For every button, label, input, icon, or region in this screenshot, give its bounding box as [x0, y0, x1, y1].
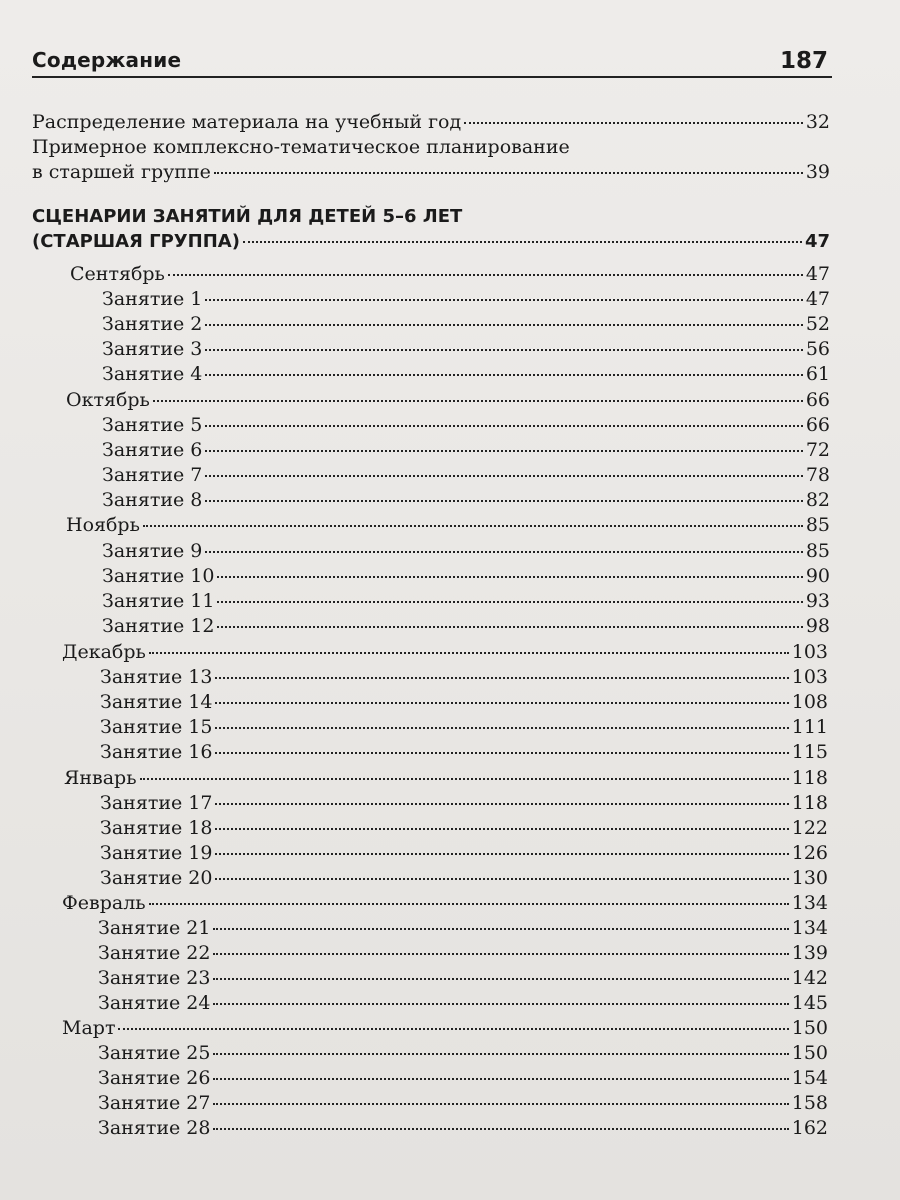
- dot-leader: [213, 1128, 788, 1130]
- lesson-title: Занятие 10: [102, 565, 215, 587]
- lesson-title: Занятие 22: [98, 942, 211, 964]
- dot-leader: [205, 551, 802, 553]
- month-title: Сентябрь: [70, 263, 165, 285]
- dot-leader: [213, 1053, 788, 1055]
- toc-entry-page: 32: [805, 111, 830, 133]
- lesson-title: Занятие 9: [102, 540, 203, 562]
- lesson-entry[interactable]: [98, 1041, 828, 1065]
- dot-leader: [149, 652, 789, 654]
- lesson-entry[interactable]: [102, 438, 830, 462]
- toc-entry[interactable]: [32, 160, 830, 184]
- dot-leader: [215, 702, 788, 704]
- lesson-page: 61: [805, 363, 830, 385]
- dot-leader: [213, 1078, 788, 1080]
- dot-leader: [205, 324, 802, 326]
- month-page: 118: [791, 767, 828, 789]
- dot-leader: [215, 752, 788, 754]
- month-entry[interactable]: [62, 891, 828, 915]
- dot-leader: [215, 727, 788, 729]
- dot-leader: [205, 374, 802, 376]
- section-title: (СТАРШАЯ ГРУППА): [32, 231, 240, 252]
- lesson-title: Занятие 20: [100, 867, 213, 889]
- lesson-page: 158: [791, 1092, 828, 1114]
- month-title: Декабрь: [62, 641, 146, 663]
- dot-leader: [143, 525, 803, 527]
- toc-entry-title: Распределение материала на учебный год: [32, 111, 462, 133]
- dot-leader: [217, 626, 802, 628]
- lesson-page: 142: [791, 967, 828, 989]
- lesson-title: Занятие 23: [98, 967, 211, 989]
- lesson-entry[interactable]: [102, 413, 830, 437]
- lesson-entry[interactable]: [100, 665, 828, 689]
- lesson-title: Занятие 6: [102, 439, 203, 461]
- lesson-page: 126: [791, 842, 828, 864]
- lesson-page: 85: [805, 540, 830, 562]
- month-page: 47: [805, 263, 830, 285]
- toc-entry-title: в старшей группе: [32, 161, 211, 183]
- month-title: Ноябрь: [66, 514, 140, 536]
- lesson-title: Занятие 19: [100, 842, 213, 864]
- lesson-page: 134: [791, 917, 828, 939]
- dot-leader: [213, 978, 788, 980]
- running-title: Содержание: [32, 48, 182, 72]
- month-entry[interactable]: [62, 640, 828, 664]
- lesson-page: 56: [805, 338, 830, 360]
- lesson-title: Занятие 18: [100, 817, 213, 839]
- lesson-entry[interactable]: [98, 1066, 828, 1090]
- lesson-title: Занятие 4: [102, 363, 203, 385]
- lesson-entry[interactable]: [102, 614, 830, 638]
- lesson-title: Занятие 2: [102, 313, 203, 335]
- lesson-title: Занятие 8: [102, 489, 203, 511]
- dot-leader: [205, 475, 802, 477]
- dot-leader: [118, 1028, 788, 1030]
- dot-leader: [168, 274, 803, 276]
- lesson-entry[interactable]: [102, 539, 830, 563]
- lesson-title: Занятие 28: [98, 1117, 211, 1139]
- lesson-title: Занятие 11: [102, 590, 215, 612]
- month-page: 103: [791, 641, 828, 663]
- lesson-page: 111: [791, 716, 828, 738]
- lesson-title: Занятие 24: [98, 992, 211, 1014]
- lesson-entry[interactable]: [100, 740, 828, 764]
- dot-leader: [149, 903, 789, 905]
- lesson-entry[interactable]: [98, 1091, 828, 1115]
- dot-leader: [215, 853, 788, 855]
- lesson-page: 82: [805, 489, 830, 511]
- lesson-entry[interactable]: [102, 362, 830, 386]
- dot-leader: [217, 601, 802, 603]
- dot-leader: [205, 450, 802, 452]
- dot-leader: [215, 677, 788, 679]
- lesson-entry[interactable]: [102, 337, 830, 361]
- lesson-page: 139: [791, 942, 828, 964]
- lesson-title: Занятие 25: [98, 1042, 211, 1064]
- lesson-title: Занятие 12: [102, 615, 215, 637]
- month-entry[interactable]: [64, 766, 828, 790]
- lesson-entry[interactable]: [100, 690, 828, 714]
- lesson-title: Занятие 17: [100, 792, 213, 814]
- lesson-page: 98: [805, 615, 830, 637]
- lesson-title: Занятие 7: [102, 464, 203, 486]
- dot-leader: [140, 778, 789, 780]
- month-entry[interactable]: [66, 388, 830, 412]
- dot-leader: [205, 349, 802, 351]
- lesson-entry[interactable]: [102, 312, 830, 336]
- lesson-page: 118: [791, 792, 828, 814]
- lesson-page: 78: [805, 464, 830, 486]
- section-entry[interactable]: [32, 230, 830, 254]
- lesson-page: 162: [791, 1117, 828, 1139]
- lesson-title: Занятие 3: [102, 338, 203, 360]
- lesson-entry[interactable]: [100, 791, 828, 815]
- lesson-entry[interactable]: [98, 916, 828, 940]
- lesson-title: Занятие 14: [100, 691, 213, 713]
- dot-leader: [213, 1003, 788, 1005]
- month-entry[interactable]: [62, 1016, 828, 1040]
- lesson-entry[interactable]: [98, 941, 828, 965]
- lesson-page: 93: [805, 590, 830, 612]
- lesson-title: Занятие 21: [98, 917, 211, 939]
- lesson-page: 115: [791, 741, 828, 763]
- lesson-entry[interactable]: [100, 816, 828, 840]
- lesson-entry[interactable]: [102, 463, 830, 487]
- dot-leader: [205, 425, 802, 427]
- lesson-page: 108: [791, 691, 828, 713]
- page-number: 187: [779, 48, 828, 74]
- month-page: 150: [791, 1017, 828, 1039]
- dot-leader: [243, 241, 802, 243]
- dot-leader: [153, 400, 803, 402]
- toc-entry[interactable]: [32, 110, 830, 134]
- section-page: 47: [804, 231, 830, 252]
- lesson-title: Занятие 26: [98, 1067, 211, 1089]
- lesson-entry[interactable]: [102, 589, 830, 613]
- lesson-page: 47: [805, 288, 830, 310]
- lesson-entry[interactable]: [98, 966, 828, 990]
- section-title[interactable]: СЦЕНАРИИ ЗАНЯТИЙ ДЛЯ ДЕТЕЙ 5–6 ЛЕТ: [32, 206, 463, 227]
- dot-leader: [215, 878, 788, 880]
- lesson-page: 52: [805, 313, 830, 335]
- lesson-title: Занятие 1: [102, 288, 203, 310]
- lesson-title: Занятие 16: [100, 741, 213, 763]
- lesson-entry[interactable]: [100, 866, 828, 890]
- toc-entry-page: 39: [805, 161, 830, 183]
- lesson-page: 130: [791, 867, 828, 889]
- dot-leader: [205, 299, 802, 301]
- lesson-page: 150: [791, 1042, 828, 1064]
- lesson-title: Занятие 13: [100, 666, 213, 688]
- lesson-entry[interactable]: [102, 564, 830, 588]
- lesson-page: 90: [805, 565, 830, 587]
- month-page: 85: [805, 514, 830, 536]
- dot-leader: [215, 803, 788, 805]
- dot-leader: [214, 172, 803, 174]
- month-page: 66: [805, 389, 830, 411]
- lesson-entry[interactable]: [98, 1116, 828, 1140]
- dot-leader: [464, 122, 803, 124]
- month-page: 134: [791, 892, 828, 914]
- dot-leader: [213, 953, 788, 955]
- month-title: Январь: [64, 767, 137, 789]
- lesson-entry[interactable]: [100, 841, 828, 865]
- month-entry[interactable]: [66, 513, 830, 537]
- month-title: Март: [62, 1017, 116, 1039]
- lesson-entry[interactable]: [102, 488, 830, 512]
- lesson-entry[interactable]: [98, 991, 828, 1015]
- lesson-page: 103: [791, 666, 828, 688]
- lesson-title: Занятие 27: [98, 1092, 211, 1114]
- dot-leader: [215, 828, 788, 830]
- lesson-page: 122: [791, 817, 828, 839]
- lesson-entry[interactable]: [102, 287, 830, 311]
- month-entry[interactable]: [70, 262, 830, 286]
- lesson-title: Занятие 15: [100, 716, 213, 738]
- dot-leader: [213, 928, 788, 930]
- toc-entry-title[interactable]: Примерное комплексно-тематическое планирование: [32, 136, 570, 158]
- dot-leader: [213, 1103, 788, 1105]
- dot-leader: [217, 576, 802, 578]
- lesson-page: 154: [791, 1067, 828, 1089]
- lesson-page: 72: [805, 439, 830, 461]
- month-title: Октябрь: [66, 389, 150, 411]
- month-title: Февраль: [62, 892, 146, 914]
- lesson-entry[interactable]: [100, 715, 828, 739]
- dot-leader: [205, 500, 802, 502]
- lesson-title: Занятие 5: [102, 414, 203, 436]
- lesson-page: 66: [805, 414, 830, 436]
- lesson-page: 145: [791, 992, 828, 1014]
